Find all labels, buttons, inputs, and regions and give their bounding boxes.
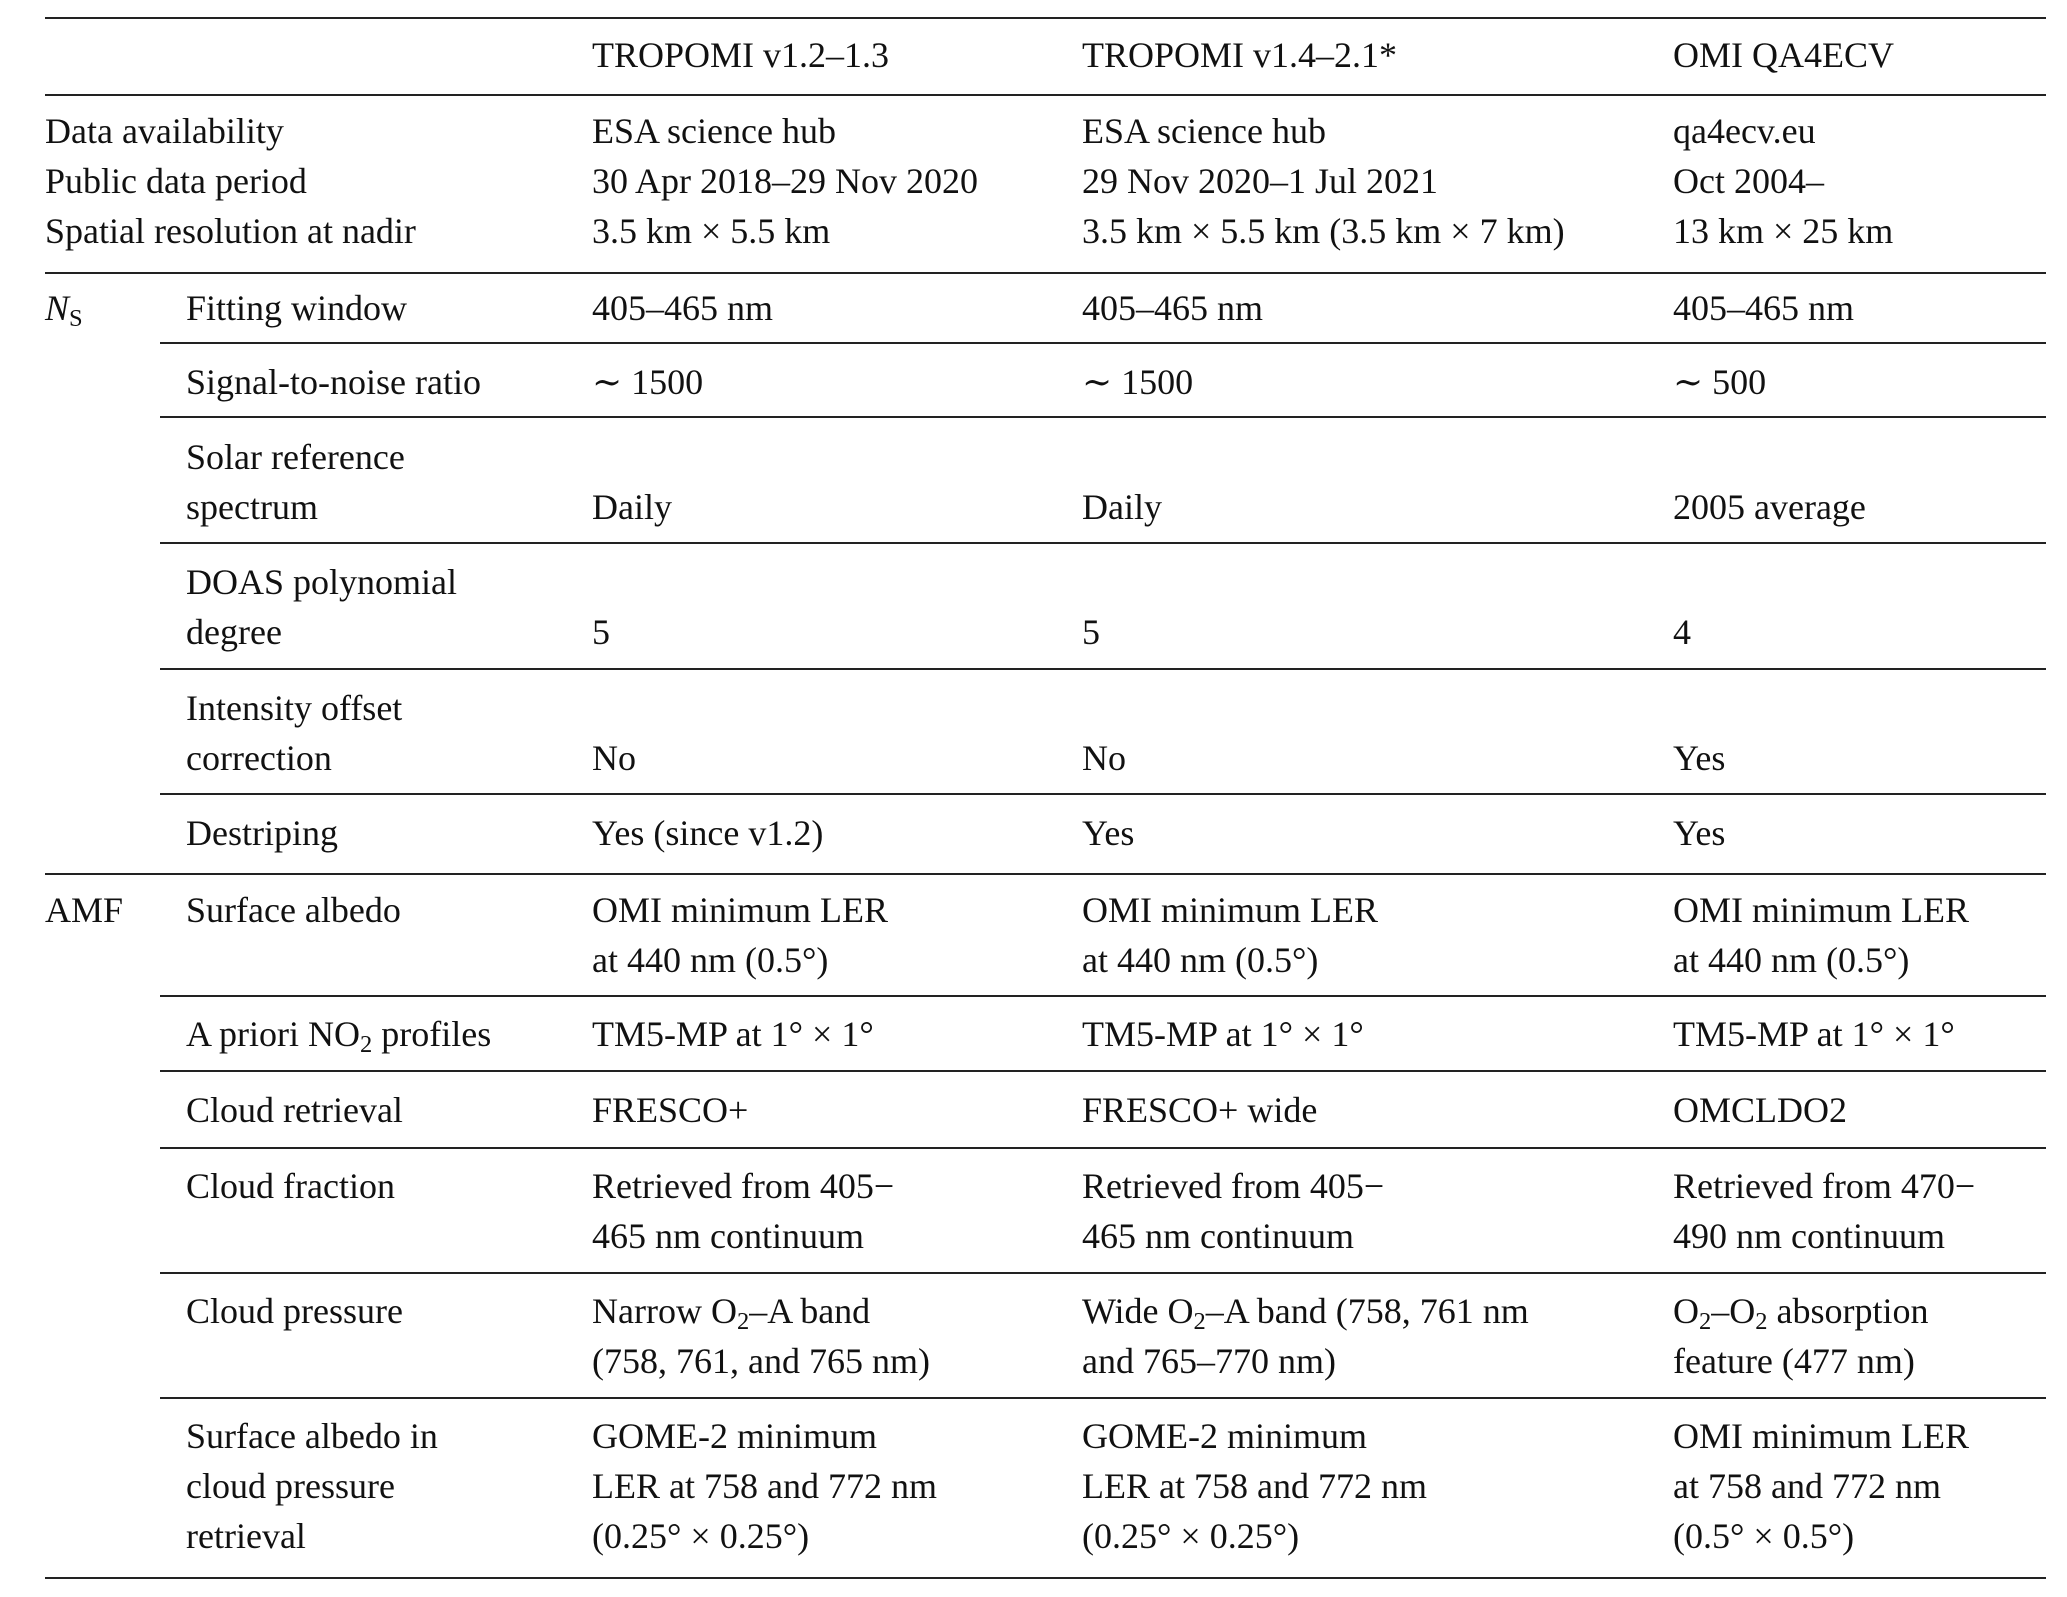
- row-rule: [160, 1070, 2046, 1072]
- cell: LER at 758 and 772 nm: [592, 1466, 937, 1506]
- cell: at 440 nm (0.5°): [1082, 940, 1319, 980]
- cell: 405–465 nm: [1673, 288, 1855, 328]
- cell: 29 Nov 2020–1 Jul 2021: [1082, 161, 1439, 201]
- cell: ∼ 1500: [1082, 362, 1194, 402]
- cell: ∼ 500: [1673, 362, 1767, 402]
- cell: 3.5 km × 5.5 km: [592, 211, 831, 251]
- row-label: cloud pressure: [186, 1466, 395, 1506]
- row-label: Cloud retrieval: [186, 1090, 403, 1130]
- column-header-tropomi-v12: TROPOMI v1.2–1.3: [592, 35, 890, 75]
- cell: TM5-MP at 1° × 1°: [1082, 1014, 1364, 1054]
- cell: LER at 758 and 772 nm: [1082, 1466, 1427, 1506]
- row-label: Intensity offset: [186, 688, 403, 728]
- cell: Yes: [1082, 813, 1135, 853]
- cell: No: [592, 738, 636, 778]
- cell: Retrieved from 405−: [1082, 1166, 1385, 1206]
- cell: 405–465 nm: [1082, 288, 1264, 328]
- cell: at 440 nm (0.5°): [592, 940, 829, 980]
- cell: TM5-MP at 1° × 1°: [592, 1014, 874, 1054]
- row-label: A priori $NO_2$ profiles: [186, 1014, 492, 1059]
- header-rule: [45, 94, 2046, 96]
- cell: Oct 2004–: [1673, 161, 1824, 201]
- row-label: Cloud pressure: [186, 1291, 403, 1331]
- bottom-rule: [45, 1577, 2046, 1579]
- row-label: Data availability: [45, 111, 284, 151]
- column-header-tropomi-v14: TROPOMI v1.4–2.1*: [1082, 35, 1398, 75]
- cell: ESA science hub: [592, 111, 836, 151]
- row-label: Surface albedo in: [186, 1416, 438, 1456]
- cell: Wide $O_2-A$ band (758, 761 nm: [1082, 1291, 1529, 1336]
- cell: (0.25° × 0.25°): [1082, 1516, 1300, 1556]
- cell: OMI minimum LER: [1673, 1416, 1969, 1456]
- group-rule: [45, 873, 2046, 875]
- cell: OMI minimum LER: [1082, 890, 1378, 930]
- group-label-amf: AMF: [45, 890, 124, 930]
- row-rule: [160, 668, 2046, 670]
- column-header-omi: OMI QA4ECV: [1673, 35, 1894, 75]
- cell: 405–465 nm: [592, 288, 774, 328]
- cell: at 440 nm (0.5°): [1673, 940, 1910, 980]
- row-rule: [160, 542, 2046, 544]
- row-label: Public data period: [45, 161, 307, 201]
- cell: ∼ 1500: [592, 362, 704, 402]
- cell: 3.5 km × 5.5 km (3.5 km × 7 km): [1082, 211, 1565, 251]
- cell: Retrieved from 470−: [1673, 1166, 1976, 1206]
- row-label: Fitting window: [186, 288, 408, 328]
- cell: OMCLDO2: [1673, 1090, 1848, 1130]
- cell: qa4ecv.eu: [1673, 111, 1816, 151]
- cell: feature (477 nm): [1673, 1341, 1915, 1381]
- cell: Daily: [592, 487, 672, 527]
- row-rule: [160, 342, 2046, 344]
- row-rule: [160, 793, 2046, 795]
- row-rule: [160, 1397, 2046, 1399]
- general-rule: [45, 272, 2046, 274]
- row-label: spectrum: [186, 487, 318, 527]
- cell: 465 nm continuum: [592, 1216, 864, 1256]
- cell: Retrieved from 405−: [592, 1166, 895, 1206]
- row-label: degree: [186, 612, 282, 652]
- cell: GOME-2 minimum: [1082, 1416, 1367, 1456]
- cell: 465 nm continuum: [1082, 1216, 1354, 1256]
- row-rule: [160, 1147, 2046, 1149]
- row-label: Signal-to-noise ratio: [186, 362, 481, 402]
- cell: 490 nm continuum: [1673, 1216, 1945, 1256]
- cell: GOME-2 minimum: [592, 1416, 877, 1456]
- cell: (0.25° × 0.25°): [592, 1516, 810, 1556]
- cell: Yes (since v1.2): [592, 813, 824, 853]
- cell: 4: [1673, 612, 1691, 652]
- cell: FRESCO+: [592, 1090, 749, 1130]
- group-label-ns: $N_S$: [45, 288, 83, 333]
- cell: Daily: [1082, 487, 1162, 527]
- row-label: DOAS polynomial: [186, 562, 458, 602]
- cell: 5: [1082, 612, 1100, 652]
- cell: Narrow $O_2-A$ band: [592, 1291, 871, 1336]
- cell: 5: [592, 612, 610, 652]
- cell: and 765–770 nm): [1082, 1341, 1336, 1381]
- cell: at 758 and 772 nm: [1673, 1466, 1941, 1506]
- row-rule: [160, 1272, 2046, 1274]
- cell: (758, 761, and 765 nm): [592, 1341, 930, 1381]
- cell: 30 Apr 2018–29 Nov 2020: [592, 161, 978, 201]
- cell: $O_2-O_2$ absorption: [1673, 1291, 1929, 1336]
- cell: 2005 average: [1673, 487, 1866, 527]
- row-label: Surface albedo: [186, 890, 401, 930]
- row-label: Cloud fraction: [186, 1166, 395, 1206]
- cell: OMI minimum LER: [1673, 890, 1969, 930]
- top-rule: [45, 17, 2046, 19]
- cell: TM5-MP at 1° × 1°: [1673, 1014, 1955, 1054]
- row-rule: [160, 416, 2046, 418]
- cell: ESA science hub: [1082, 111, 1326, 151]
- row-label: Destriping: [186, 813, 338, 853]
- row-label: correction: [186, 738, 332, 778]
- row-label: Solar reference: [186, 437, 405, 477]
- cell: 13 km × 25 km: [1673, 211, 1894, 251]
- row-label: retrieval: [186, 1516, 306, 1556]
- cell: FRESCO+ wide: [1082, 1090, 1318, 1130]
- cell: Yes: [1673, 813, 1726, 853]
- cell: OMI minimum LER: [592, 890, 888, 930]
- cell: No: [1082, 738, 1126, 778]
- row-rule: [160, 995, 2046, 997]
- cell: (0.5° × 0.5°): [1673, 1516, 1855, 1556]
- row-label: Spatial resolution at nadir: [45, 211, 416, 251]
- cell: Yes: [1673, 738, 1726, 778]
